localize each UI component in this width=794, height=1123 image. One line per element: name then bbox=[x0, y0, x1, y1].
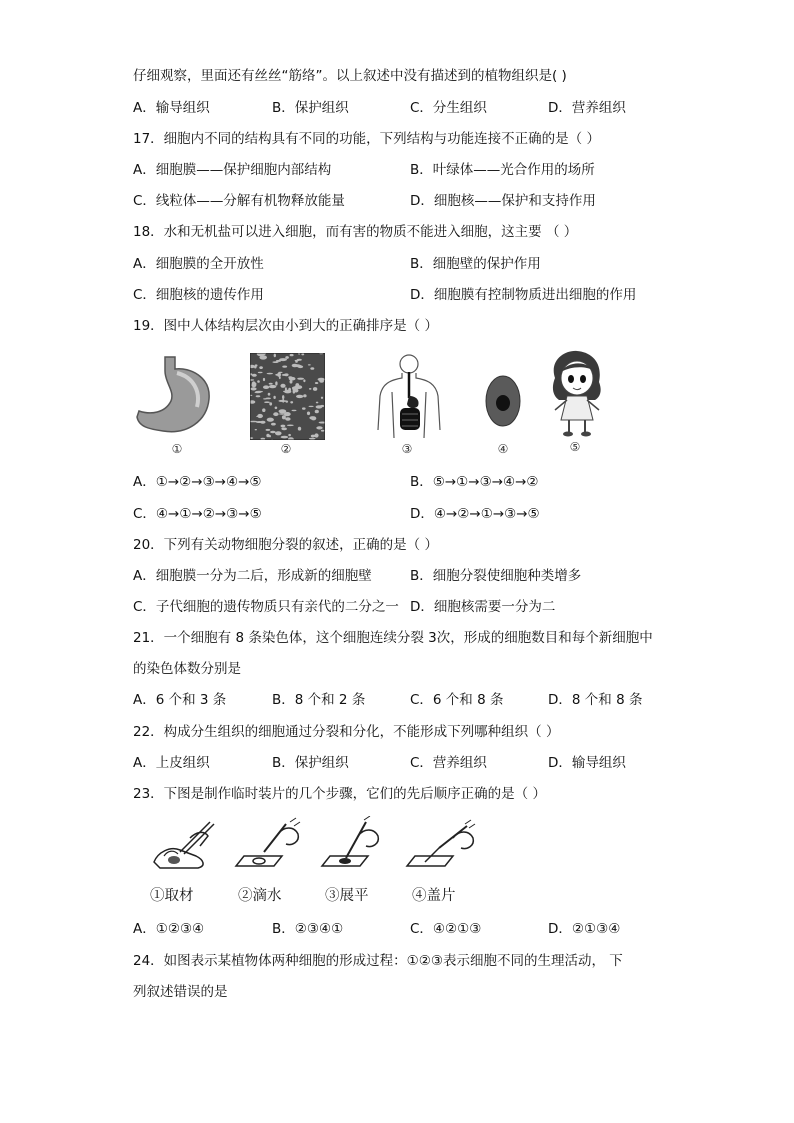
q16-option-b[interactable]: B．保护组织 bbox=[272, 100, 349, 116]
q23-option-b[interactable]: B．②③④① bbox=[272, 921, 344, 937]
q19-option-d[interactable]: D．④→②→①→③→⑤ bbox=[410, 506, 540, 522]
q16-stem-tail: 仔细观察，里面还有丝丝“筋络”。以上叙述中没有描述到的植物组织是( ) bbox=[133, 68, 567, 84]
step-caption-4: ④盖片 bbox=[412, 888, 456, 904]
q21-option-c[interactable]: C．6 个和 8 条 bbox=[410, 692, 504, 708]
q24-stem: 24．如图表示某植物体两种细胞的形成过程：①②③表示细胞不同的生理活动， 下 bbox=[133, 953, 623, 969]
q20-stem: 20．下列有关动物细胞分裂的叙述，正确的是（ ） bbox=[133, 537, 438, 553]
q17-option-b[interactable]: B．叶绿体——光合作用的场所 bbox=[410, 162, 595, 178]
q19-option-c[interactable]: C．④→①→②→③→⑤ bbox=[133, 506, 262, 522]
q19-option-b[interactable]: B．⑤→①→③→④→② bbox=[410, 474, 539, 490]
q19-stem: 19．图中人体结构层次由小到大的正确排序是（ ） bbox=[133, 318, 438, 334]
q23-option-d[interactable]: D．②①③④ bbox=[548, 921, 621, 937]
q17-option-a[interactable]: A．细胞膜——保护细胞内部结构 bbox=[133, 162, 332, 178]
digestive-system-image bbox=[374, 352, 444, 440]
q16-option-c[interactable]: C．分生组织 bbox=[410, 100, 487, 116]
q18-option-d[interactable]: D．细胞膜有控制物质进出细胞的作用 bbox=[410, 287, 637, 303]
figure-caption-3: ③ bbox=[401, 442, 413, 456]
step-take-sample-image bbox=[150, 816, 220, 872]
q20-option-c[interactable]: C．子代细胞的遗传物质只有亲代的二分之一 bbox=[133, 599, 399, 615]
q18-stem: 18．水和无机盐可以进入细胞，而有害的物质不能进入细胞，这主要 （ ） bbox=[133, 224, 578, 240]
figure-caption-2: ② bbox=[280, 442, 292, 456]
figure-caption-4: ④ bbox=[497, 442, 509, 456]
stomach-image bbox=[135, 355, 215, 440]
q23-option-c[interactable]: C．④②①③ bbox=[410, 921, 482, 937]
q24-stem-cont: 列叙述错误的是 bbox=[133, 984, 228, 1000]
q21-option-a[interactable]: A．6 个和 3 条 bbox=[133, 692, 227, 708]
cell-image bbox=[483, 372, 523, 430]
step-caption-3: ③展平 bbox=[325, 888, 369, 904]
q16-option-a[interactable]: A．输导组织 bbox=[133, 100, 210, 116]
q21-option-d[interactable]: D．8 个和 8 条 bbox=[548, 692, 643, 708]
q17-option-c[interactable]: C．线粒体——分解有机物释放能量 bbox=[133, 193, 345, 209]
step-cover-slip-image bbox=[405, 816, 477, 872]
q19-option-a[interactable]: A．①→②→③→④→⑤ bbox=[133, 474, 262, 490]
q20-option-d[interactable]: D．细胞核需要一分为二 bbox=[410, 599, 556, 615]
step-caption-2: ②滴水 bbox=[238, 888, 282, 904]
q20-option-b[interactable]: B．细胞分裂使细胞种类增多 bbox=[410, 568, 582, 584]
figure-caption-5: ⑤ bbox=[569, 440, 581, 454]
q21-option-b[interactable]: B．8 个和 2 条 bbox=[272, 692, 366, 708]
figure-caption-1: ① bbox=[171, 442, 183, 456]
step-spread-flat-image bbox=[320, 816, 390, 872]
q22-option-b[interactable]: B．保护组织 bbox=[272, 755, 349, 771]
q18-option-b[interactable]: B．细胞壁的保护作用 bbox=[410, 256, 541, 272]
q16-option-d[interactable]: D．营养组织 bbox=[548, 100, 626, 116]
step-drip-water-image bbox=[234, 816, 304, 872]
q17-option-d[interactable]: D．细胞核——保护和支持作用 bbox=[410, 193, 596, 209]
q23-option-a[interactable]: A．①②③④ bbox=[133, 921, 205, 937]
q17-stem: 17．细胞内不同的结构具有不同的功能，下列结构与功能连接不正确的是（ ） bbox=[133, 131, 600, 147]
girl-image bbox=[545, 348, 607, 438]
tissue-image bbox=[250, 353, 325, 440]
q23-stem: 23．下图是制作临时装片的几个步骤，它们的先后顺序正确的是（ ） bbox=[133, 786, 546, 802]
q22-stem: 22．构成分生组织的细胞通过分裂和分化，不能形成下列哪种组织（ ） bbox=[133, 724, 560, 740]
q18-option-a[interactable]: A．细胞膜的全开放性 bbox=[133, 256, 264, 272]
q21-stem-cont: 的染色体数分别是 bbox=[133, 661, 241, 677]
q20-option-a[interactable]: A．细胞膜一分为二后，形成新的细胞壁 bbox=[133, 568, 372, 584]
q21-stem: 21．一个细胞有 8 条染色体，这个细胞连续分裂 3次，形成的细胞数目和每个新细胞中 bbox=[133, 630, 653, 646]
step-caption-1: ①取材 bbox=[150, 888, 194, 904]
q18-option-c[interactable]: C．细胞核的遗传作用 bbox=[133, 287, 264, 303]
q22-option-a[interactable]: A．上皮组织 bbox=[133, 755, 210, 771]
q22-option-c[interactable]: C．营养组织 bbox=[410, 755, 487, 771]
q22-option-d[interactable]: D．输导组织 bbox=[548, 755, 626, 771]
